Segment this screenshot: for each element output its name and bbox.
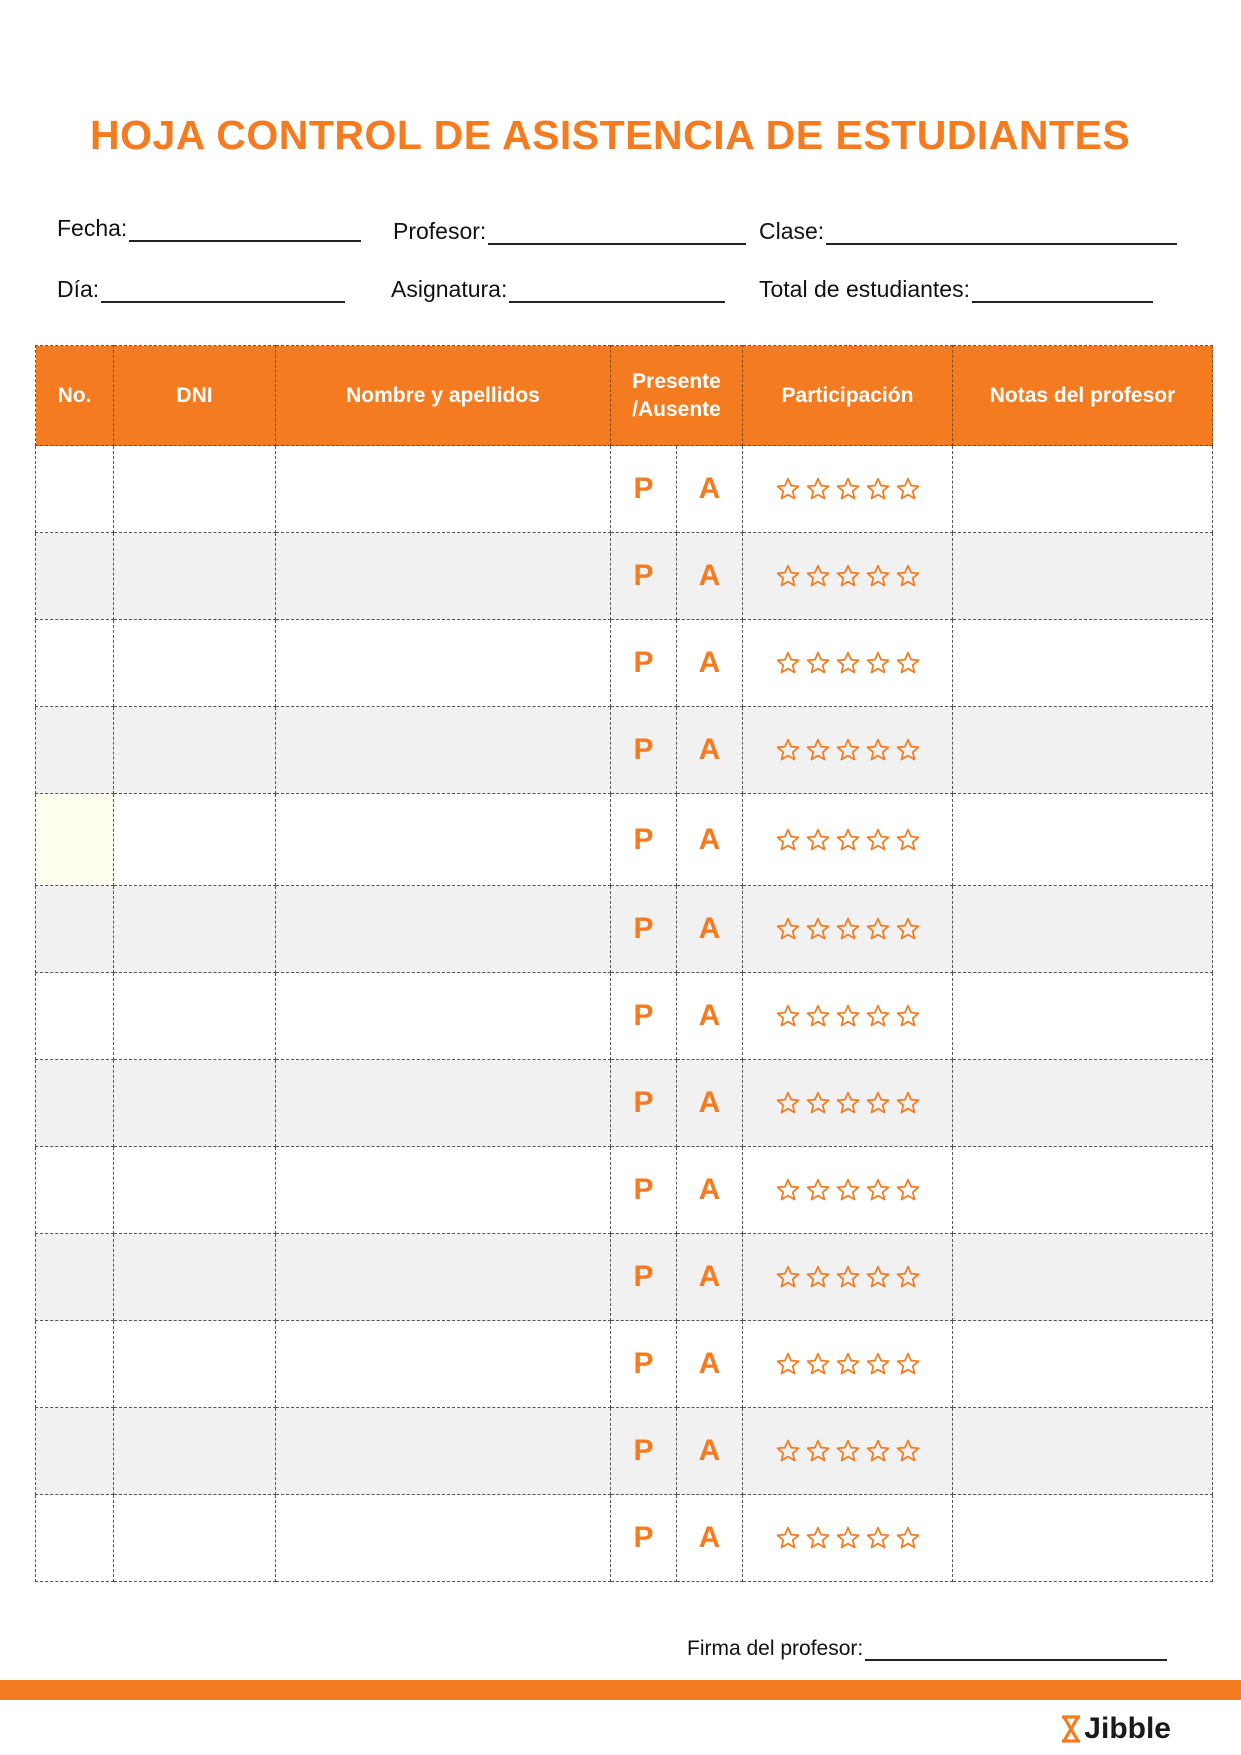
star-icon[interactable] [835,563,861,589]
row-dni-cell[interactable] [114,533,276,620]
present-mark[interactable]: P [611,446,677,533]
class-field[interactable] [759,217,1177,245]
star-icon[interactable] [835,1090,861,1116]
star-icon[interactable] [775,1264,801,1290]
participation-rating[interactable] [743,1495,953,1582]
teacher-notes-cell[interactable] [953,1321,1213,1408]
star-icon[interactable] [775,1438,801,1464]
star-icon[interactable] [835,1438,861,1464]
star-icon[interactable] [865,563,891,589]
row-no-cell[interactable] [36,886,114,973]
header-participation: Participación [743,346,953,446]
row-dni-cell[interactable] [114,620,276,707]
star-icon[interactable] [895,737,921,763]
absent-mark[interactable]: A [677,1060,743,1147]
star-icon[interactable] [805,1264,831,1290]
row-dni-cell[interactable] [114,1408,276,1495]
present-mark[interactable]: P [611,1060,677,1147]
star-icon[interactable] [835,650,861,676]
present-mark[interactable]: P [611,533,677,620]
table-row [36,620,1213,707]
star-icon[interactable] [865,476,891,502]
present-mark[interactable]: P [611,620,677,707]
star-icon[interactable] [835,916,861,942]
star-icon[interactable] [775,650,801,676]
day-label: Día: [57,276,100,302]
teacher-label: Profesor: [393,218,487,244]
row-no-cell[interactable] [36,1234,114,1321]
present-mark[interactable]: P [611,1147,677,1234]
row-dni-cell[interactable] [114,794,276,886]
star-icon[interactable] [895,1177,921,1203]
row-dni-cell[interactable] [114,1321,276,1408]
star-icon[interactable] [775,916,801,942]
star-icon[interactable] [805,563,831,589]
footer-bar [0,1680,1241,1700]
teacher-notes-cell[interactable] [953,1234,1213,1321]
table-row [36,973,1213,1060]
row-name-cell[interactable] [276,1234,611,1321]
row-no-cell[interactable] [36,533,114,620]
absent-mark[interactable]: A [677,794,743,886]
star-icon[interactable] [835,1003,861,1029]
participation-rating[interactable] [743,1060,953,1147]
table-row [36,886,1213,973]
teacher-line[interactable] [488,217,746,245]
teacher-notes-cell[interactable] [953,446,1213,533]
star-icon[interactable] [895,827,921,853]
star-icon[interactable] [805,1351,831,1377]
star-icon[interactable] [835,476,861,502]
teacher-notes-cell[interactable] [953,1060,1213,1147]
row-no-cell[interactable] [36,794,114,886]
participation-rating[interactable] [743,446,953,533]
row-no-cell[interactable] [36,620,114,707]
present-mark[interactable]: P [611,1234,677,1321]
present-mark[interactable]: P [611,1495,677,1582]
page-title: HOJA CONTROL DE ASISTENCIA DE ESTUDIANTES [90,112,1131,158]
star-icon[interactable] [865,1351,891,1377]
present-mark[interactable]: P [611,1321,677,1408]
brand-logo [1060,1712,1171,1746]
absent-mark[interactable]: A [677,973,743,1060]
star-icon[interactable] [805,916,831,942]
star-icon[interactable] [895,1525,921,1551]
class-label: Clase: [759,218,825,244]
star-icon[interactable] [775,563,801,589]
row-dni-cell[interactable] [114,886,276,973]
star-icon[interactable] [805,737,831,763]
absent-mark[interactable]: A [677,707,743,794]
row-no-cell[interactable] [36,1408,114,1495]
row-no-cell[interactable] [36,446,114,533]
star-icon[interactable] [895,563,921,589]
day-field[interactable] [57,275,345,303]
row-name-cell[interactable] [276,973,611,1060]
participation-rating[interactable] [743,1234,953,1321]
table-row [36,707,1213,794]
table-row [36,1147,1213,1234]
table-row [36,1408,1213,1495]
table-row [36,446,1213,533]
star-icon[interactable] [775,1003,801,1029]
star-icon[interactable] [895,650,921,676]
signature-line[interactable] [865,1637,1167,1661]
teacher-field[interactable] [393,217,746,245]
star-icon[interactable] [805,1177,831,1203]
row-no-cell[interactable] [36,973,114,1060]
date-field[interactable] [57,214,361,242]
header-dni: DNI [114,346,276,446]
row-dni-cell[interactable] [114,1234,276,1321]
star-icon[interactable] [835,1177,861,1203]
row-name-cell[interactable] [276,707,611,794]
table-row [36,794,1213,886]
star-icon[interactable] [835,1525,861,1551]
star-icon[interactable] [865,1525,891,1551]
absent-mark[interactable]: A [677,1147,743,1234]
star-icon[interactable] [775,1525,801,1551]
subject-line[interactable] [509,275,725,303]
star-icon[interactable] [805,650,831,676]
absent-mark[interactable]: A [677,533,743,620]
present-mark[interactable]: P [611,707,677,794]
total-students-field[interactable] [759,275,1153,303]
table-row [36,1495,1213,1582]
participation-rating[interactable] [743,794,953,886]
absent-mark[interactable]: A [677,1234,743,1321]
row-name-cell[interactable] [276,446,611,533]
row-name-cell[interactable] [276,1408,611,1495]
attendance-table [35,345,1213,1582]
teacher-notes-cell[interactable] [953,1408,1213,1495]
teacher-notes-cell[interactable] [953,973,1213,1060]
star-icon[interactable] [865,1438,891,1464]
participation-rating[interactable] [743,973,953,1060]
teacher-notes-cell[interactable] [953,533,1213,620]
header-present-absent: Presente /Ausente [611,346,743,446]
star-icon[interactable] [895,1003,921,1029]
star-icon[interactable] [865,1090,891,1116]
absent-mark[interactable]: A [677,1408,743,1495]
star-icon[interactable] [865,827,891,853]
star-icon[interactable] [775,1351,801,1377]
date-line[interactable] [129,214,361,242]
table-row [36,1321,1213,1408]
row-name-cell[interactable] [276,533,611,620]
row-name-cell[interactable] [276,620,611,707]
total-students-line[interactable] [972,275,1153,303]
star-icon[interactable] [835,1351,861,1377]
header-teacher-notes: Notas del profesor [953,346,1213,446]
table-row [36,1060,1213,1147]
row-dni-cell[interactable] [114,1060,276,1147]
star-icon[interactable] [895,1264,921,1290]
star-icon[interactable] [865,916,891,942]
star-icon[interactable] [805,827,831,853]
row-name-cell[interactable] [276,1321,611,1408]
row-name-cell[interactable] [276,794,611,886]
absent-mark[interactable]: A [677,1495,743,1582]
absent-mark[interactable]: A [677,886,743,973]
star-icon[interactable] [895,1351,921,1377]
star-icon[interactable] [775,737,801,763]
row-no-cell[interactable] [36,1147,114,1234]
present-mark[interactable]: P [611,886,677,973]
teacher-notes-cell[interactable] [953,794,1213,886]
row-dni-cell[interactable] [114,707,276,794]
star-icon[interactable] [805,1438,831,1464]
row-no-cell[interactable] [36,1321,114,1408]
teacher-notes-cell[interactable] [953,1147,1213,1234]
subject-label: Asignatura: [391,276,508,302]
star-icon[interactable] [805,1003,831,1029]
table-row [36,533,1213,620]
star-icon[interactable] [865,1264,891,1290]
star-icon[interactable] [775,476,801,502]
hourglass-icon [1060,1715,1082,1743]
row-dni-cell[interactable] [114,973,276,1060]
row-dni-cell[interactable] [114,1495,276,1582]
table-header-row [36,346,1213,446]
row-name-cell[interactable] [276,1495,611,1582]
star-icon[interactable] [835,827,861,853]
star-icon[interactable] [775,827,801,853]
participation-rating[interactable] [743,1321,953,1408]
row-no-cell[interactable] [36,1060,114,1147]
absent-mark[interactable]: A [677,446,743,533]
teacher-notes-cell[interactable] [953,707,1213,794]
star-icon[interactable] [865,737,891,763]
teacher-notes-cell[interactable] [953,620,1213,707]
star-icon[interactable] [835,1264,861,1290]
total-students-label: Total de estudiantes: [759,276,970,302]
star-icon[interactable] [805,476,831,502]
star-icon[interactable] [805,1090,831,1116]
row-dni-cell[interactable] [114,446,276,533]
signature-label: Firma del profesor: [687,1637,864,1660]
star-icon[interactable] [775,1090,801,1116]
present-mark[interactable]: P [611,1408,677,1495]
row-no-cell[interactable] [36,1495,114,1582]
participation-rating[interactable] [743,620,953,707]
star-icon[interactable] [865,1003,891,1029]
star-icon[interactable] [895,916,921,942]
row-name-cell[interactable] [276,886,611,973]
star-icon[interactable] [805,1525,831,1551]
table-row [36,1234,1213,1321]
star-icon[interactable] [895,1438,921,1464]
participation-rating[interactable] [743,707,953,794]
participation-rating[interactable] [743,886,953,973]
row-name-cell[interactable] [276,1147,611,1234]
subject-field[interactable] [391,275,725,303]
signature-field[interactable] [687,1637,1167,1661]
participation-rating[interactable] [743,1408,953,1495]
class-line[interactable] [826,217,1177,245]
row-name-cell[interactable] [276,1060,611,1147]
star-icon[interactable] [775,1177,801,1203]
date-label: Fecha: [57,215,128,241]
participation-rating[interactable] [743,533,953,620]
teacher-notes-cell[interactable] [953,886,1213,973]
day-line[interactable] [101,275,345,303]
star-icon[interactable] [835,737,861,763]
absent-mark[interactable]: A [677,1321,743,1408]
teacher-notes-cell[interactable] [953,1495,1213,1582]
participation-rating[interactable] [743,1147,953,1234]
present-mark[interactable]: P [611,973,677,1060]
star-icon[interactable] [865,1177,891,1203]
brand-name: Jibble [1084,1712,1171,1745]
star-icon[interactable] [895,1090,921,1116]
absent-mark[interactable]: A [677,620,743,707]
header-no: No. [36,346,114,446]
star-icon[interactable] [865,650,891,676]
header-name: Nombre y apellidos [276,346,611,446]
star-icon[interactable] [895,476,921,502]
present-mark[interactable]: P [611,794,677,886]
row-dni-cell[interactable] [114,1147,276,1234]
row-no-cell[interactable] [36,707,114,794]
